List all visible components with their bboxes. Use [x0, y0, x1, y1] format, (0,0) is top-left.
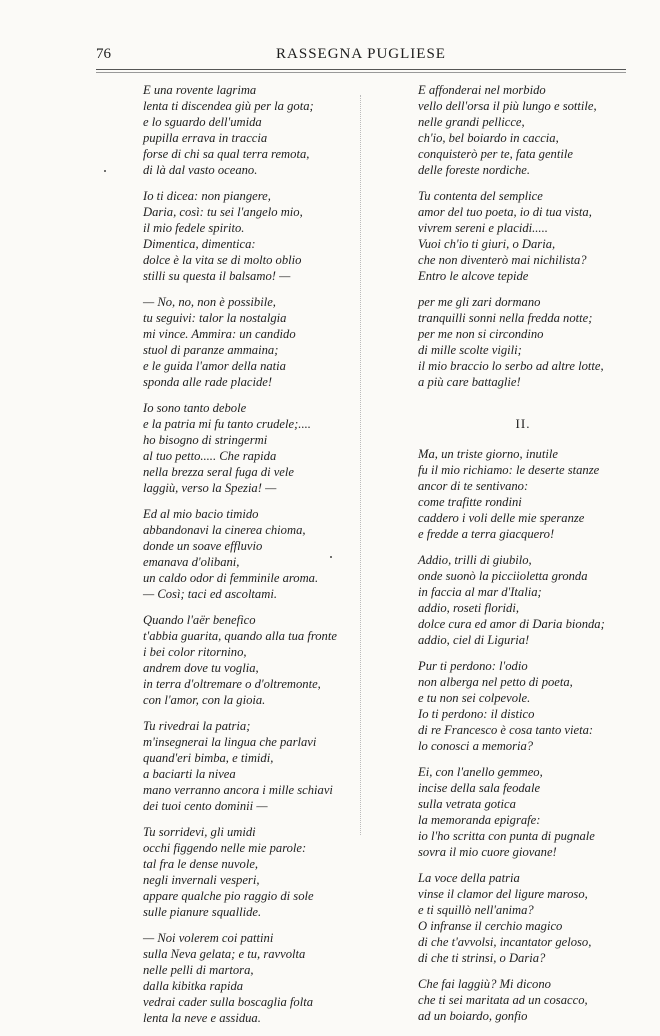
verse-line: andrem dove tu voglia, — [143, 661, 259, 675]
verse-line: un caldo odor di femminile aroma. — [143, 571, 319, 585]
running-title: RASSEGNA PUGLIESE — [276, 46, 446, 62]
verse-line: i bei color ritornino, — [143, 645, 247, 659]
stanza — [418, 188, 628, 284]
verse-line: in faccia al mar d'Italia; — [418, 585, 542, 599]
verse-line: lenta ti discendea giù per la gota; — [143, 99, 314, 113]
verse-line: Addio, trilli di giubilo, — [418, 553, 532, 567]
header-rule — [96, 69, 626, 70]
right-column-part-one — [418, 82, 628, 390]
stanza — [418, 82, 628, 178]
verse-line: a più care battaglie! — [418, 375, 521, 389]
print-speck — [104, 170, 106, 172]
verse-line: onde suonò la picciioletta gronda — [418, 569, 588, 583]
verse-line: Tu rivedrai la patria; — [143, 719, 251, 733]
verse-line: m'insegnerai la lingua che parlavi — [143, 735, 317, 749]
verse-line: io l'ho scritta con punta di pugnale — [418, 829, 595, 843]
verse-line: ho bisogno di stringermi — [143, 433, 268, 447]
verse-line: addio, roseti floridi, — [418, 601, 519, 615]
verse-line: ch'io, bel boiardo in caccia, — [418, 131, 559, 145]
verse-line: occhi figgendo nelle mie parole: — [143, 841, 307, 855]
verse-line: sovra il mio cuore giovane! — [418, 845, 557, 859]
verse-line: e le guida l'amor della natia — [143, 359, 286, 373]
verse-line: lenta la neve e assidua. — [143, 1011, 261, 1025]
stanza — [418, 446, 628, 542]
verse-line: a baciarti la nivea — [143, 767, 236, 781]
stanza — [418, 552, 628, 648]
verse-line: E una rovente lagrima — [143, 83, 257, 97]
verse-line: dei tuoi cento dominii — — [143, 799, 268, 813]
verse-line: delle foreste nordiche. — [418, 163, 531, 177]
verse-line: dolce è la vita se di molto oblio — [143, 253, 302, 267]
verse-line: La voce della patria — [418, 871, 520, 885]
stanza — [418, 764, 628, 860]
verse-line: Vuoi ch'io ti giuri, o Daria, — [418, 237, 556, 251]
column-divider — [360, 95, 361, 835]
verse-line: per me gli zari dormano — [418, 295, 541, 309]
verse-line: e fredde a terra giacquero! — [418, 527, 555, 541]
verse-line: pupilla errava in traccia — [143, 131, 268, 145]
stanza — [143, 188, 351, 284]
verse-line: tal fra le dense nuvole, — [143, 857, 259, 871]
verse-line: addio, ciel di Liguria! — [418, 633, 530, 647]
verse-line: — Noi volerem coi pattini — [143, 931, 274, 945]
stanza — [143, 612, 351, 708]
verse-line: Tu sorridevi, gli umidi — [143, 825, 256, 839]
page-number: 76 — [96, 46, 111, 62]
verse-line: e ti squillò nell'anima? — [418, 903, 534, 917]
verse-line: t'abbia guarita, quando alla tua fronte — [143, 629, 337, 643]
verse-line: — No, no, non è possibile, — [143, 295, 276, 309]
verse-line: in terra d'oltremare o d'oltremonte, — [143, 677, 321, 691]
verse-line: conquisterò per te, fata gentile — [418, 147, 573, 161]
verse-line: sulle pianure squallide. — [143, 905, 262, 919]
stanza — [418, 658, 628, 754]
verse-line: Entro le alcove tepide — [418, 269, 529, 283]
verse-line: vedrai cader sulla boscaglia folta — [143, 995, 313, 1009]
verse-line: il mio fedele spirito. — [143, 221, 245, 235]
verse-line: appare qualche pio raggio di sole — [143, 889, 314, 903]
verse-line: di che ti strinsi, o Daria? — [418, 951, 546, 965]
verse-line: che non diventerò mai nichilista? — [418, 253, 587, 267]
verse-line: Io sono tanto debole — [143, 401, 247, 415]
stanza — [143, 294, 351, 390]
verse-line: Daria, così: tu sei l'angelo mio, — [143, 205, 303, 219]
verse-line: emanava d'olibani, — [143, 555, 240, 569]
stanza — [418, 294, 628, 390]
verse-line: mi vince. Ammira: un candido — [143, 327, 296, 341]
verse-line: di là dal vasto oceano. — [143, 163, 258, 177]
page-header — [96, 46, 626, 68]
verse-line: abbandonavi la cinerea chioma, — [143, 523, 306, 537]
verse-line: di re Francesco è cosa tanto vieta: — [418, 723, 594, 737]
verse-line: ad un boiardo, gonfio — [418, 1009, 528, 1023]
verse-line: Io ti perdono: il distico — [418, 707, 535, 721]
verse-line: — Così; taci ed ascoltami. — [143, 587, 277, 601]
stanza — [143, 930, 351, 1026]
verse-line: per me non si circondino — [418, 327, 544, 341]
verse-line: Tu contenta del semplice — [418, 189, 543, 203]
verse-line: Ma, un triste giorno, inutile — [418, 447, 558, 461]
right-column-part-two — [418, 446, 628, 1024]
verse-line: dolce cura ed amor di Daria bionda; — [418, 617, 605, 631]
verse-line: al tuo petto..... Che rapida — [143, 449, 277, 463]
verse-line: stuol di paranze ammaina; — [143, 343, 279, 357]
verse-line: vivrem sereni e placidi..... — [418, 221, 548, 235]
header-rule-thin — [96, 72, 626, 73]
verse-line: ancor di te sentivano: — [418, 479, 529, 493]
verse-line: Dimentica, dimentica: — [143, 237, 256, 251]
verse-line: con l'amor, con la gioia. — [143, 693, 266, 707]
verse-line: il mio braccio lo serbo ad altre lotte, — [418, 359, 604, 373]
verse-line: O infranse il cerchio magico — [418, 919, 563, 933]
verse-line: Ei, con l'anello gemmeo, — [418, 765, 543, 779]
section-heading: II. — [515, 416, 531, 431]
stanza — [143, 400, 351, 496]
verse-line: la memoranda epigrafe: — [418, 813, 541, 827]
verse-line: nelle pelli di martora, — [143, 963, 254, 977]
verse-line: stilli su questa il balsamo! — — [143, 269, 291, 283]
verse-line: di mille scolte vigili; — [418, 343, 522, 357]
verse-line: amor del tuo poeta, io di tua vista, — [418, 205, 592, 219]
print-speck — [330, 556, 332, 558]
stanza — [143, 718, 351, 814]
stanza — [143, 824, 351, 920]
verse-line: negli invernali vesperi, — [143, 873, 260, 887]
stanza — [418, 976, 628, 1024]
left-column — [143, 82, 351, 1036]
verse-line: di che t'avvolsi, incantator geloso, — [418, 935, 592, 949]
verse-line: vello dell'orsa il più lungo e sottile, — [418, 99, 597, 113]
verse-line: E affonderai nel morbido — [418, 83, 546, 97]
verse-line: dalla kibitka rapida — [143, 979, 244, 993]
verse-line: quand'eri bimba, e timidi, — [143, 751, 274, 765]
stanza — [143, 82, 351, 178]
verse-line: Io ti dicea: non piangere, — [143, 189, 271, 203]
stanza — [143, 506, 351, 602]
verse-line: lo conosci a memoria? — [418, 739, 534, 753]
verse-line: non alberga nel petto di poeta, — [418, 675, 573, 689]
verse-line: sulla Neva gelata; e tu, ravvolta — [143, 947, 306, 961]
verse-line: tu seguivi: talor la nostalgia — [143, 311, 287, 325]
verse-line: sponda alle rade placide! — [143, 375, 273, 389]
verse-line: sulla vetrata gotica — [418, 797, 516, 811]
verse-line: laggiù, verso la Spezia! — — [143, 481, 277, 495]
right-column — [418, 82, 628, 1034]
verse-line: incise della sala feodale — [418, 781, 541, 795]
verse-line: nella brezza seral fuga di vele — [143, 465, 294, 479]
verse-line: donde un soave effluvio — [143, 539, 263, 553]
verse-line: forse di chi sa qual terra remota, — [143, 147, 310, 161]
verse-line: e lo sguardo dell'umida — [143, 115, 262, 129]
verse-line: e la patria mi fu tanto crudele;.... — [143, 417, 311, 431]
verse-line: Pur ti perdono: l'odio — [418, 659, 528, 673]
verse-line: caddero i voli delle mie speranze — [418, 511, 585, 525]
verse-line: mano verranno ancora i mille schiavi — [143, 783, 333, 797]
verse-line: Ed al mio bacio timido — [143, 507, 259, 521]
verse-line: vinse il clamor del ligure maroso, — [418, 887, 588, 901]
verse-line: e tu non sei colpevole. — [418, 691, 531, 705]
stanza — [418, 870, 628, 966]
verse-line: fu il mio richiamo: le deserte stanze — [418, 463, 600, 477]
verse-line: Che fai laggiù? Mi dicono — [418, 977, 551, 991]
verse-line: tranquilli sonni nella fredda notte; — [418, 311, 593, 325]
verse-line: che ti sei maritata ad un cosacco, — [418, 993, 588, 1007]
verse-line: nelle grandi pellicce, — [418, 115, 525, 129]
verse-line: come trafitte rondini — [418, 495, 522, 509]
verse-line: Quando l'aër benefico — [143, 613, 256, 627]
